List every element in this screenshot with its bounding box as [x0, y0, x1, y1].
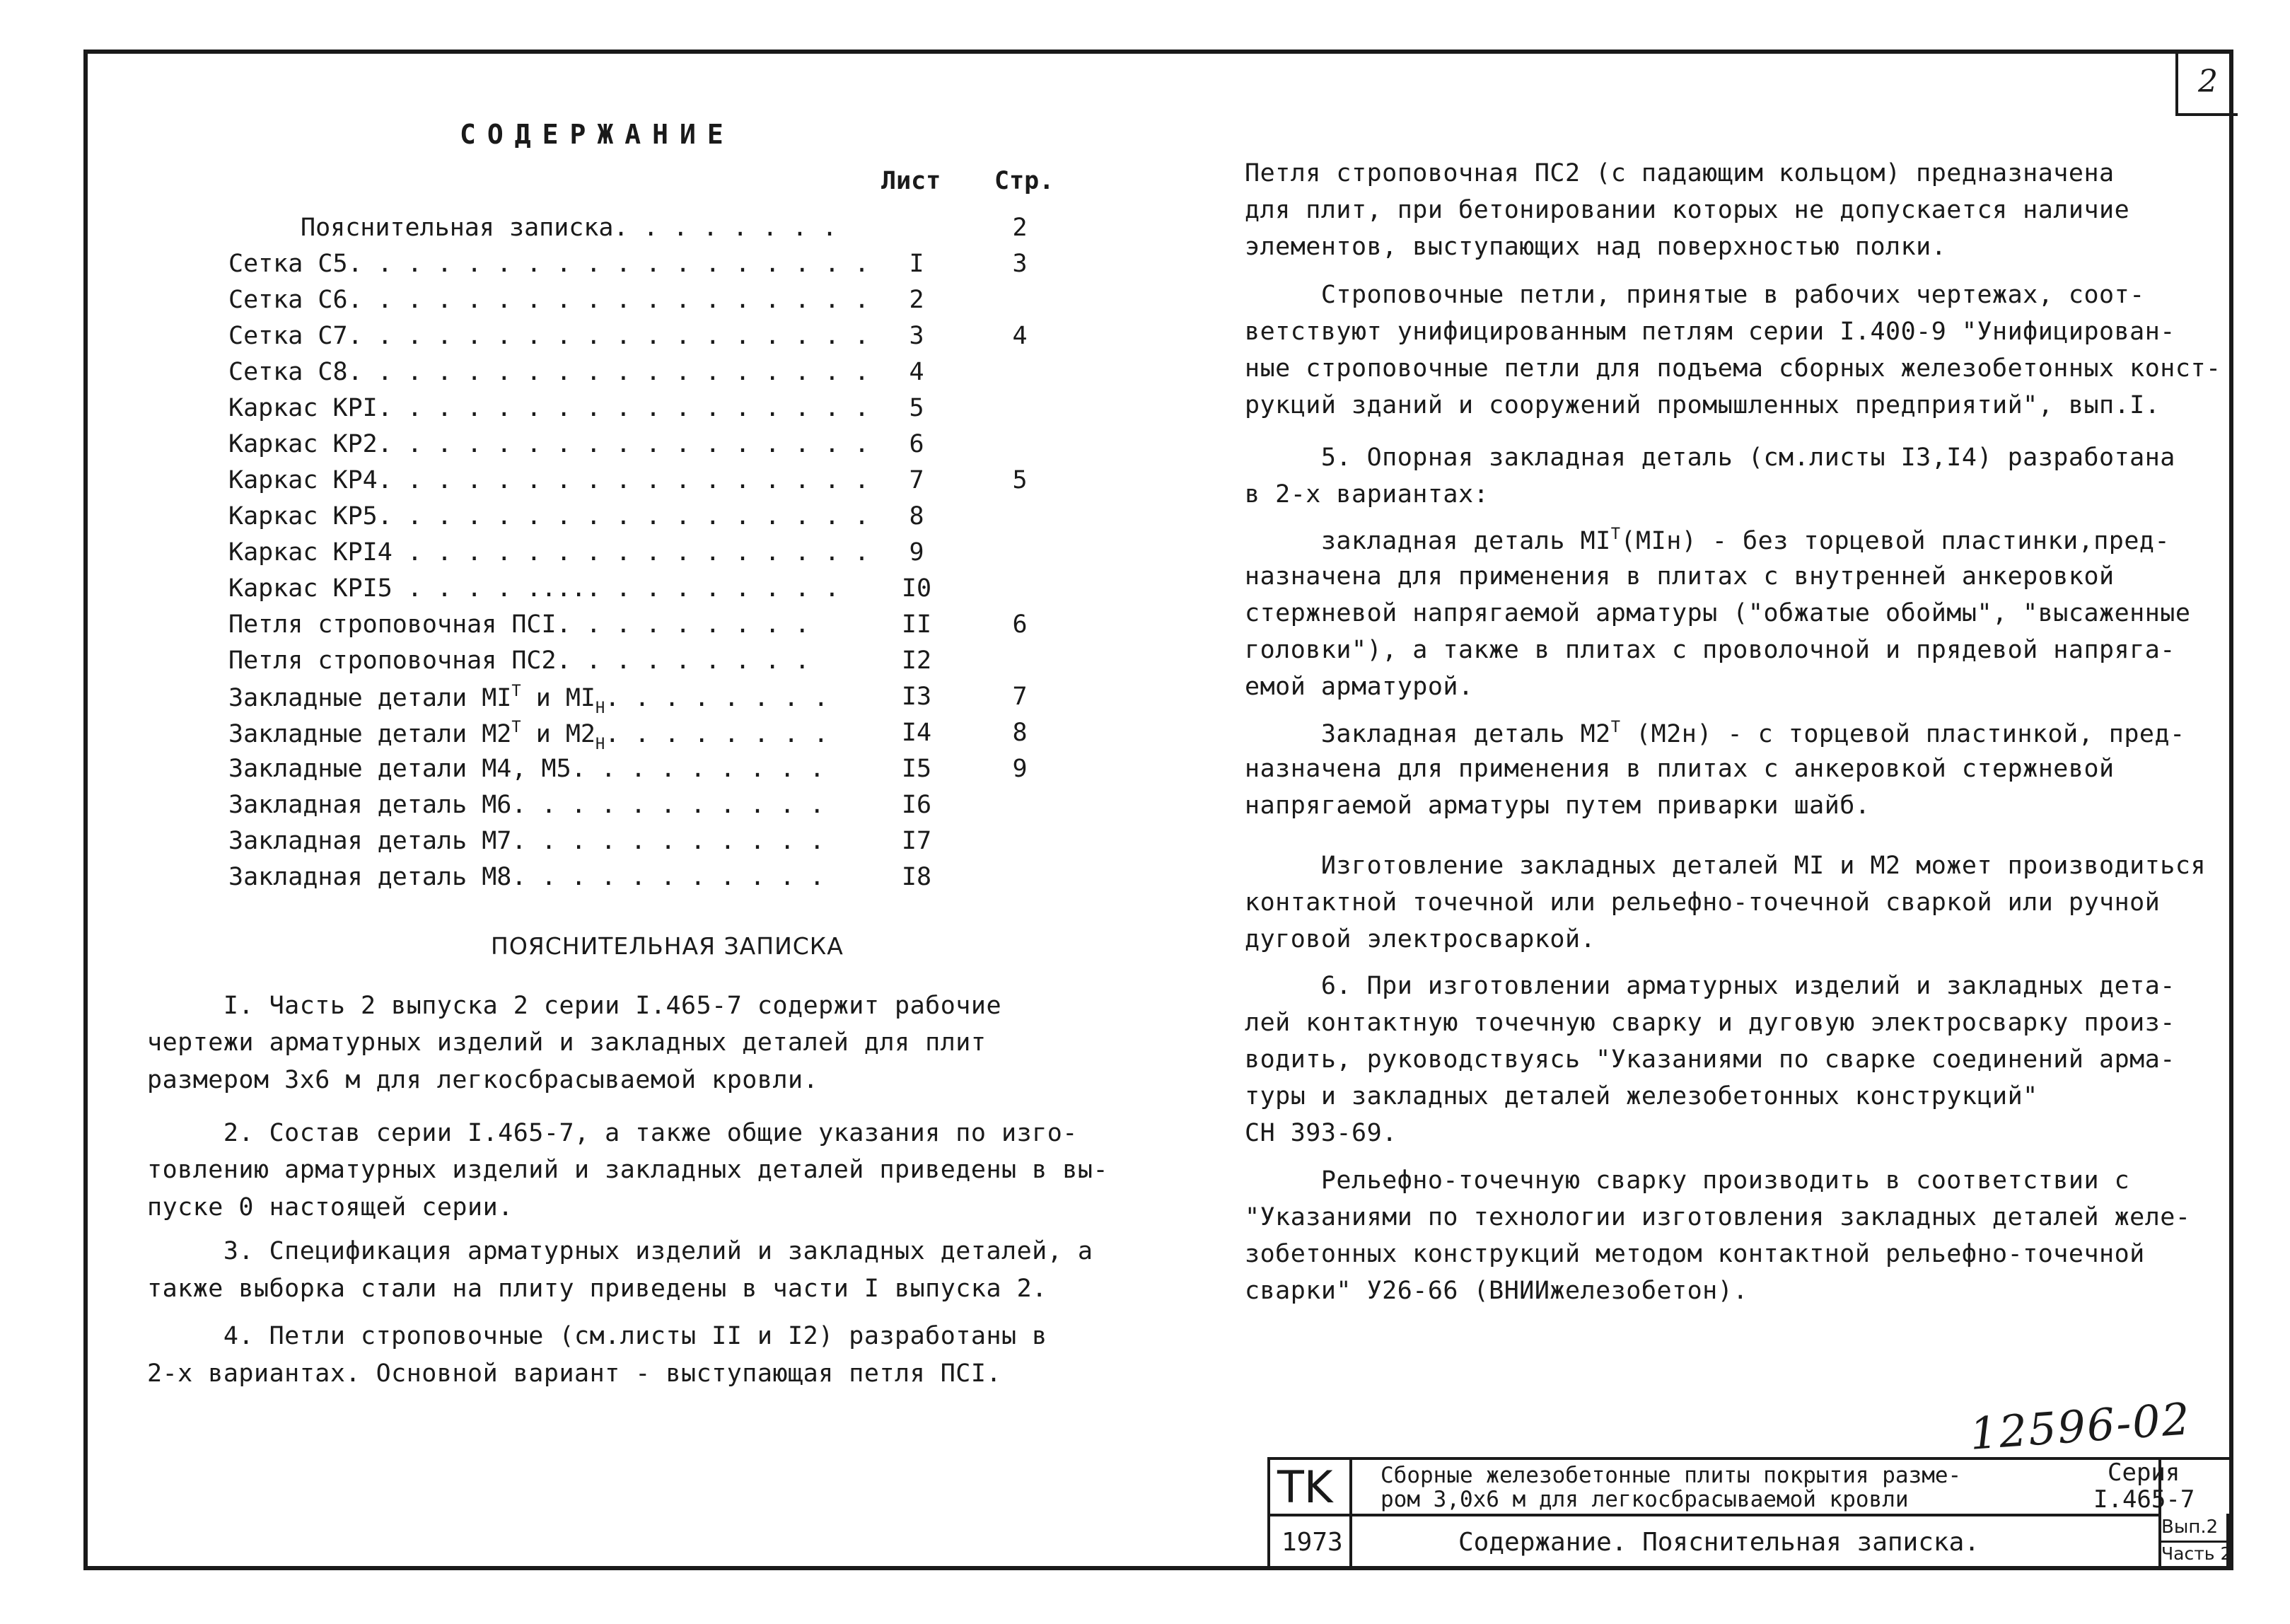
left-text-line: чертежи арматурных изделий и закладных деталей для плит	[147, 1028, 987, 1057]
right-text-line: лей контактную точечную сварку и дуговую электросварку произ-	[1245, 1009, 2175, 1037]
right-text-line: стержневой напрягаемой арматуры ("обжатые обоймы", "высаженные	[1245, 599, 2191, 627]
toc-row-label: Петля строповочная ПСI. . . . . . . . .	[228, 610, 810, 639]
toc-row-sheet: 6	[909, 430, 924, 458]
desc-line2: ром 3,0х6 м для легкосбрасываемой кровли	[1381, 1487, 1909, 1512]
m1-line: закладная деталь $MI^T(MIн)$ - без торцевой пластинки,пред-	[1245, 526, 2170, 555]
archive-stamp: 12596-02	[1968, 1393, 2193, 1460]
toc-row-page: 7	[1012, 683, 1028, 711]
toc-row-label: Сетка С7. . . . . . . . . . . . . . . . . .	[228, 322, 870, 350]
right-text-line: туры и закладных деталей железобетонных конструкций"	[1245, 1082, 2038, 1110]
right-text-line: "Указаниями по технологии изготовления закладных деталей желе-	[1245, 1203, 2191, 1231]
toc-row-sheet: 5	[909, 394, 924, 422]
right-text-line: СН 393-69.	[1245, 1119, 1397, 1147]
toc-row-page: 4	[1012, 322, 1028, 350]
sheet-title: Содержание. Пояснительная записка.	[1458, 1528, 1980, 1557]
series-label: Серия	[2108, 1458, 2180, 1487]
right-text-line: для плит, при бетонировании которых не допускается наличие	[1245, 196, 2130, 224]
toc-row-sheet: II	[901, 610, 932, 639]
right-text-line: Строповочные петли, принятые в рабочих чертежах, соот-	[1245, 281, 2145, 309]
toc-row-label: Закладная деталь M8. . . . . . . . . . .	[228, 863, 825, 891]
toc-row-label: Закладные детали $M2^T$ и $M2_H$. . . . . . . .	[228, 719, 829, 753]
series-value: I.465-7	[2093, 1485, 2195, 1514]
right-text-line: Изготовление закладных деталей MI и M2 может производиться	[1245, 852, 2207, 880]
toc-row-page: 3	[1012, 250, 1028, 278]
left-text-line: 2. Состав серии I.465-7, а также общие указания по изго-	[147, 1119, 1078, 1147]
right-text-line: 5. Опорная закладная деталь (см.листы I3,I4) разработана	[1245, 443, 2175, 472]
toc-row-label: Каркас КРI5 . . . . ..... . . . . . . . .	[228, 574, 839, 603]
right-text-line: рукций зданий и сооружений промышленных предприятий", вып.I.	[1245, 391, 2161, 419]
toc-row-page: 5	[1012, 466, 1028, 494]
toc-row-label: Сетка С5. . . . . . . . . . . . . . . . . .	[228, 250, 870, 278]
m2-line: Закладная деталь $M2^T$ (M2н) - с торцевой пластинкой, пред-	[1245, 719, 2185, 748]
toc-row-sheet: I5	[901, 755, 932, 783]
right-text-line: зобетонных конструкций методом контактной рельефно-точечной	[1245, 1240, 2145, 1268]
toc-row-label: Закладная деталь M7. . . . . . . . . . .	[228, 827, 825, 855]
right-text-line: ные строповочные петли для подъема сборных железобетонных конст-	[1245, 354, 2221, 383]
year: 1973	[1281, 1528, 1343, 1557]
toc-row-sheet: I2	[901, 646, 932, 675]
toc-row-label: Каркас КРI. . . . . . . . . . . . . . . . .	[228, 394, 870, 422]
right-text-line: 6. При изготовлении арматурных изделий и закладных дета-	[1245, 972, 2175, 1000]
toc-row-sheet: 4	[909, 358, 924, 386]
right-text-line: назначена для применения в плитах с внутренней анкеровкой	[1245, 562, 2115, 591]
toc-row-sheet: I7	[901, 827, 932, 855]
toc-row-sheet: 2	[909, 286, 924, 314]
toc-col-page: Стр.	[994, 167, 1054, 195]
right-text-line: напрягаемой арматуры путем приварки шайб.	[1245, 791, 1871, 820]
issue: Вып.2	[2161, 1516, 2219, 1538]
toc-row-sheet: I8	[901, 863, 932, 891]
toc-row-page: 6	[1012, 610, 1028, 639]
toc-row-sheet: I3	[901, 683, 932, 711]
toc-col-sheet: Лист	[881, 167, 941, 195]
right-text-line: сварки" У26-66 (ВНИИжелезобетон).	[1245, 1277, 1748, 1305]
toc-row-label: Каркас КР5. . . . . . . . . . . . . . . . .	[228, 502, 870, 530]
right-text-line: назначена для применения в плитах с анкеровкой стержневой	[1245, 755, 2115, 783]
toc-row-sheet: I6	[901, 791, 932, 819]
org-code: TK	[1277, 1461, 1333, 1513]
toc-row-sheet: I4	[901, 719, 932, 747]
toc-row-label: Петля строповочная ПС2. . . . . . . . .	[228, 646, 810, 675]
toc-row-page: 2	[1012, 214, 1028, 242]
left-text-line: 2-х вариантах. Основной вариант - выступающая петля ПСI.	[147, 1359, 1002, 1388]
right-text-line: водить, руководствуясь "Указаниями по сварке соединений арма-	[1245, 1045, 2175, 1074]
toc-row-sheet: 7	[909, 466, 924, 494]
toc-row-label: Пояснительная записка. . . . . . . .	[301, 214, 837, 242]
part: Часть 2	[2161, 1543, 2232, 1564]
toc-row-label: Закладные детали M4, M5. . . . . . . . .	[228, 755, 825, 783]
toc-row-page: 9	[1012, 755, 1028, 783]
right-text-line: элементов, выступающих над поверхностью полки.	[1245, 233, 1947, 261]
right-text-line: Петля строповочная ПС2 (с падающим кольцом) предназначена	[1245, 159, 2115, 187]
toc-row-sheet: I0	[901, 574, 932, 603]
note-title: ПОЯСНИТЕЛЬНАЯ ЗАПИСКА	[491, 932, 844, 960]
right-text-line: контактной точечной или рельефно-точечной сваркой или ручной	[1245, 888, 2161, 917]
toc-row-label: Закладные детали $MI^T$ и $MI_H$. . . . . . . .	[228, 683, 829, 717]
toc-row-sheet: 9	[909, 538, 924, 567]
left-text-line: также выборка стали на плиту приведены в части I выпуска 2.	[147, 1275, 1047, 1303]
toc-row-label: Каркас КРI4 . . . . . . . . . . . . . . . .	[228, 538, 870, 567]
left-text-line: 3. Спецификация арматурных изделий и закладных деталей, а	[147, 1237, 1093, 1265]
right-text-line: ветствуют унифицированным петлям серии I.400-9 "Унифицирован-	[1245, 318, 2175, 346]
left-text-line: пуске 0 настоящей серии.	[147, 1193, 513, 1222]
toc-row-label: Сетка С8. . . . . . . . . . . . . . . . . .	[228, 358, 870, 386]
toc-row-label: Каркас КР2. . . . . . . . . . . . . . . . .	[228, 430, 870, 458]
toc-row-sheet: I	[909, 250, 924, 278]
toc-row-sheet: 3	[909, 322, 924, 350]
right-text-line: в 2-х вариантах:	[1245, 480, 1489, 509]
right-text-line: Рельефно-точечную сварку производить в соответствии с	[1245, 1166, 2130, 1195]
left-text-line: 4. Петли строповочные (см.листы II и I2) разработаны в	[147, 1322, 1047, 1350]
left-text-line: товлению арматурных изделий и закладных деталей приведены в вы-	[147, 1156, 1109, 1184]
right-text-line: головки"), а также в плитах с проволочной и прядевой напряга-	[1245, 636, 2175, 664]
toc-row-label: Сетка С6. . . . . . . . . . . . . . . . . .	[228, 286, 870, 314]
left-text-line: I. Часть 2 выпуска 2 серии I.465-7 содержит рабочие	[147, 992, 1002, 1020]
right-text-line: дуговой электросваркой.	[1245, 925, 1596, 953]
sheet-number: 2	[2175, 50, 2238, 116]
left-text-line: размером 3х6 м для легкосбрасываемой кровли.	[147, 1066, 819, 1094]
toc-row-label: Каркас КР4. . . . . . . . . . . . . . . . .	[228, 466, 870, 494]
toc-row-page: 8	[1012, 719, 1028, 747]
title-block	[1267, 1457, 2233, 1570]
toc-row-label: Закладная деталь M6. . . . . . . . . . .	[228, 791, 825, 819]
toc-title: СОДЕРЖАНИЕ	[460, 119, 735, 150]
toc-row-sheet: 8	[909, 502, 924, 530]
desc-line1: Сборные железобетонные плиты покрытия разме-	[1381, 1463, 1962, 1488]
right-text-line: емой арматурой.	[1245, 673, 1474, 701]
